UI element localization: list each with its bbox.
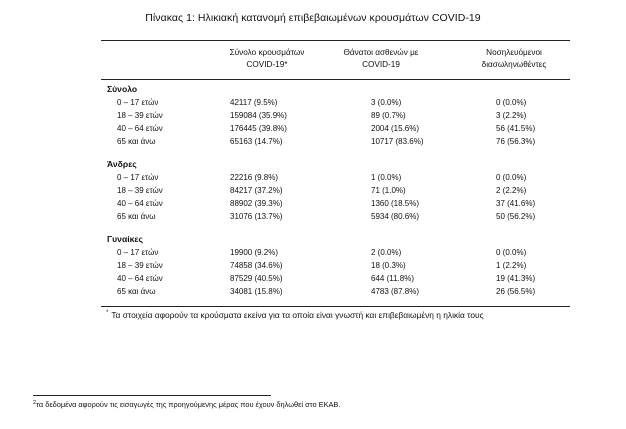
deaths-cell: 18 (0.3%) bbox=[371, 261, 406, 270]
page-footnote-marker: 2 bbox=[33, 400, 37, 406]
header-deaths-line-2: COVID-19 bbox=[362, 60, 400, 69]
page-footnote-text: τα δεδομένα αφορούν τις εισαγωγές της προηγούμενης μέρας που έχουν δηλωθεί στο ΕΚΑΒ. bbox=[36, 400, 341, 409]
table-title: Πίνακας 1: Ηλικιακή κατανομή επιβεβαιωμένων κρουσμάτων COVID-19 bbox=[145, 12, 481, 24]
table-row bbox=[0, 285, 626, 298]
table-bottom-rule bbox=[101, 306, 570, 307]
cases-cell: 31076 (13.7%) bbox=[230, 212, 283, 221]
hospitalized-cell: 0 (0.0%) bbox=[496, 173, 527, 182]
deaths-cell: 2004 (15.6%) bbox=[371, 124, 420, 133]
age-cell: 65 και άνω bbox=[117, 287, 156, 296]
age-cell: 0 – 17 ετών bbox=[117, 98, 159, 107]
age-cell: 65 και άνω bbox=[117, 212, 156, 221]
table-header-rule bbox=[101, 79, 570, 80]
header-cases-line-1: Σύνολο κρουσμάτων bbox=[229, 48, 305, 57]
hospitalized-cell: 26 (56.5%) bbox=[496, 287, 536, 296]
deaths-cell: 71 (1.0%) bbox=[371, 186, 406, 195]
deaths-cell: 4783 (87.8%) bbox=[371, 287, 420, 296]
cases-cell: 34081 (15.8%) bbox=[230, 287, 283, 296]
cases-cell: 159084 (35.9%) bbox=[230, 111, 287, 120]
deaths-cell: 1 (0.0%) bbox=[371, 173, 402, 182]
table-row bbox=[0, 259, 626, 272]
cases-cell: 74858 (34.6%) bbox=[230, 261, 283, 270]
header-deaths-line-1: Θάνατοι ασθενών με bbox=[343, 48, 419, 57]
header-cases bbox=[222, 47, 312, 71]
table-row bbox=[0, 171, 626, 184]
deaths-cell: 89 (0.7%) bbox=[371, 111, 406, 120]
age-cell: 18 – 39 ετών bbox=[117, 261, 163, 270]
deaths-cell: 2 (0.0%) bbox=[371, 248, 402, 257]
group-label-women: Γυναίκες bbox=[107, 234, 143, 244]
deaths-cell: 10717 (83.6%) bbox=[371, 137, 424, 146]
table-row bbox=[0, 184, 626, 197]
header-hospitalized-line-2: διασωληνωθέντες bbox=[481, 60, 547, 69]
age-cell: 40 – 64 ετών bbox=[117, 199, 163, 208]
cases-cell: 88902 (39.3%) bbox=[230, 199, 283, 208]
cases-cell: 84217 (37.2%) bbox=[230, 186, 283, 195]
cases-cell: 176445 (39.8%) bbox=[230, 124, 287, 133]
hospitalized-cell: 50 (56.2%) bbox=[496, 212, 536, 221]
table-row bbox=[0, 246, 626, 259]
header-cases-line-2: COVID-19* bbox=[246, 60, 288, 69]
deaths-cell: 1360 (18.5%) bbox=[371, 199, 420, 208]
hospitalized-cell: 0 (0.0%) bbox=[496, 248, 527, 257]
hospitalized-cell: 19 (41.3%) bbox=[496, 274, 536, 283]
table-row bbox=[0, 122, 626, 135]
footnote-text: Τα στοιχεία αφορούν τα κρούσματα εκείνα για τα οποία είναι γνωστή και επιβεβαιωμένη η ηλικία τους bbox=[111, 310, 484, 320]
table-row bbox=[0, 109, 626, 122]
table-row bbox=[0, 135, 626, 148]
deaths-cell: 644 (11.8%) bbox=[371, 274, 414, 283]
deaths-cell: 3 (0.0%) bbox=[371, 98, 402, 107]
group-label-men: Άνδρες bbox=[107, 159, 137, 169]
group-label-total: Σύνολο bbox=[107, 84, 138, 94]
hospitalized-cell: 0 (0.0%) bbox=[496, 98, 527, 107]
table-top-rule bbox=[101, 40, 570, 41]
cases-cell: 42117 (9.5%) bbox=[230, 98, 278, 107]
cases-cell: 22216 (9.8%) bbox=[230, 173, 279, 182]
hospitalized-cell: 2 (2.2%) bbox=[496, 186, 527, 195]
hospitalized-cell: 56 (41.5%) bbox=[496, 124, 536, 133]
footnote-separator bbox=[33, 395, 271, 396]
table-footnote bbox=[106, 310, 484, 320]
age-cell: 18 – 39 ετών bbox=[117, 111, 163, 120]
cases-cell: 87529 (40.5%) bbox=[230, 274, 283, 283]
header-hospitalized-line-1: Νοσηλευόμενοι bbox=[486, 48, 542, 57]
hospitalized-cell: 76 (56.3%) bbox=[496, 137, 536, 146]
table-row bbox=[0, 197, 626, 210]
table-row bbox=[0, 272, 626, 285]
deaths-cell: 5934 (80.6%) bbox=[371, 212, 420, 221]
age-cell: 40 – 64 ετών bbox=[117, 124, 163, 133]
age-cell: 40 – 64 ετών bbox=[117, 274, 163, 283]
age-cell: 65 και άνω bbox=[117, 137, 156, 146]
page-footnote bbox=[33, 400, 340, 409]
cases-cell: 19900 (9.2%) bbox=[230, 248, 279, 257]
cases-cell: 65163 (14.7%) bbox=[230, 137, 283, 146]
age-cell: 0 – 17 ετών bbox=[117, 248, 159, 257]
table-row bbox=[0, 210, 626, 223]
hospitalized-cell: 1 (2.2%) bbox=[496, 261, 527, 270]
table-row bbox=[0, 96, 626, 109]
hospitalized-cell: 37 (41.6%) bbox=[496, 199, 536, 208]
hospitalized-cell: 3 (2.2%) bbox=[496, 111, 527, 120]
header-deaths bbox=[333, 47, 429, 71]
age-cell: 0 – 17 ετών bbox=[117, 173, 159, 182]
footnote-marker: * bbox=[106, 310, 109, 316]
age-cell: 18 – 39 ετών bbox=[117, 186, 163, 195]
header-hospitalized bbox=[464, 47, 564, 71]
